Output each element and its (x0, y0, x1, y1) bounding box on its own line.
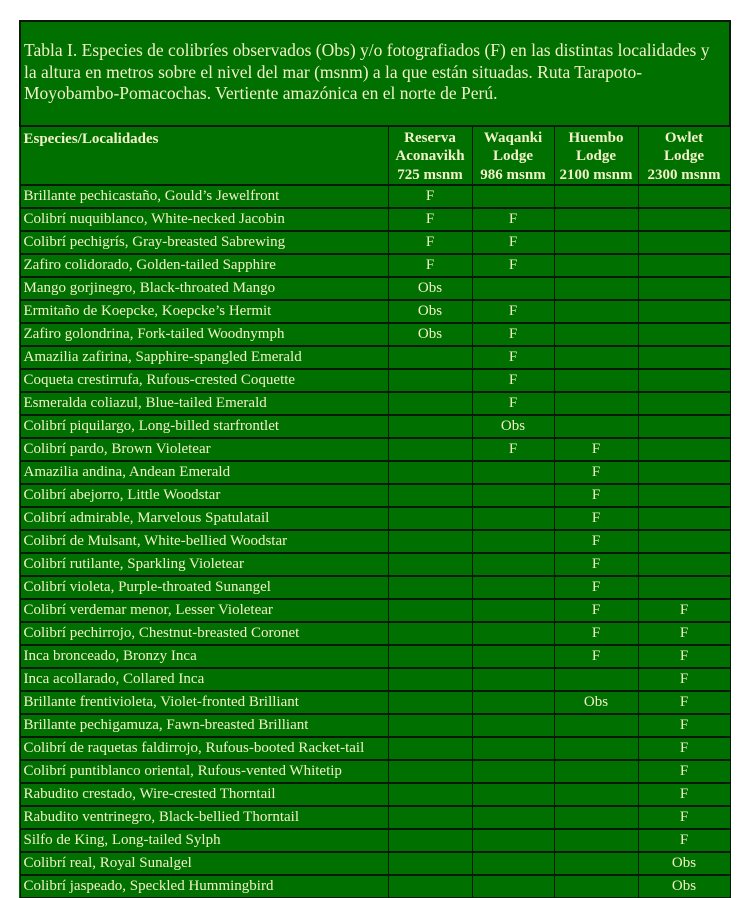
observation-cell (472, 553, 554, 576)
observation-cell (388, 369, 472, 392)
observation-cell (638, 254, 730, 277)
observation-cell (638, 553, 730, 576)
observation-cell: F (554, 484, 638, 507)
observation-cell (388, 668, 472, 691)
observation-cell (388, 392, 472, 415)
observation-cell (554, 875, 638, 898)
observation-cell: F (638, 714, 730, 737)
species-cell: Colibrí de raquetas faldirrojo, Rufous-booted Racket-tail (20, 737, 388, 760)
table-row (20, 231, 730, 254)
observation-cell (554, 277, 638, 300)
header-location-owlet-lodge (638, 126, 730, 186)
table-row (20, 760, 730, 783)
species-cell: Colibrí pardo, Brown Violetear (20, 438, 388, 461)
table-row (20, 691, 730, 714)
table-row (20, 622, 730, 645)
species-cell: Colibrí real, Royal Sunalgel (20, 852, 388, 875)
observation-cell (638, 438, 730, 461)
table-row (20, 553, 730, 576)
species-cell: Colibrí nuquiblanco, White-necked Jacobin (20, 208, 388, 231)
observation-cell (472, 461, 554, 484)
table-row (20, 438, 730, 461)
observation-cell (554, 323, 638, 346)
observation-cell (472, 737, 554, 760)
observation-cell: F (554, 622, 638, 645)
species-cell: Zafiro colidorado, Golden-tailed Sapphire (20, 254, 388, 277)
observation-cell: F (472, 254, 554, 277)
observation-cell: F (472, 300, 554, 323)
header-location-huembo-lodge (554, 126, 638, 186)
location-name-line2: Lodge (575, 148, 616, 164)
observation-cell (472, 852, 554, 875)
species-cell: Colibrí abejorro, Little Woodstar (20, 484, 388, 507)
observation-cell: F (638, 622, 730, 645)
species-cell: Zafiro golondrina, Fork-tailed Woodnymph (20, 323, 388, 346)
species-cell: Colibrí piquilargo, Long-billed starfrontlet (20, 415, 388, 438)
observation-cell (388, 415, 472, 438)
caption-row (20, 21, 730, 126)
observation-cell: F (472, 392, 554, 415)
observation-cell (638, 346, 730, 369)
observation-cell: F (554, 599, 638, 622)
observation-cell (638, 415, 730, 438)
observation-cell (388, 576, 472, 599)
observation-cell: F (554, 576, 638, 599)
observation-cell: F (554, 507, 638, 530)
species-cell: Rabudito crestado, Wire-crested Thorntail (20, 783, 388, 806)
observation-cell (472, 277, 554, 300)
observation-cell (472, 829, 554, 852)
table-row (20, 668, 730, 691)
observation-cell (638, 323, 730, 346)
observation-cell (554, 369, 638, 392)
observation-cell (388, 852, 472, 875)
observation-cell (472, 875, 554, 898)
observation-cell: F (472, 346, 554, 369)
table-row (20, 369, 730, 392)
species-cell: Brillante frentivioleta, Violet-fronted Brilliant (20, 691, 388, 714)
observation-cell (638, 300, 730, 323)
observation-cell: F (388, 254, 472, 277)
observation-cell (472, 714, 554, 737)
table-row (20, 875, 730, 898)
observation-cell: Obs (472, 415, 554, 438)
observation-cell: F (472, 438, 554, 461)
observation-cell: F (638, 599, 730, 622)
location-altitude: 2300 msnm (647, 166, 721, 183)
observation-cell (388, 875, 472, 898)
observation-cell (388, 622, 472, 645)
observation-cell (388, 438, 472, 461)
location-name-line2: Lodge (492, 148, 533, 164)
species-cell: Amazilia andina, Andean Emerald (20, 461, 388, 484)
observation-cell (554, 185, 638, 208)
table-row (20, 300, 730, 323)
hummingbird-species-table (19, 20, 731, 898)
location-name: Huembo (568, 129, 624, 146)
species-cell: Colibrí violeta, Purple-throated Sunangel (20, 576, 388, 599)
observation-cell: F (472, 208, 554, 231)
observation-cell: F (554, 553, 638, 576)
table-caption: Tabla I. Especies de colibríes observados (Obs) y/o fotografiados (F) en las distintas localidades y la altura en metros sobre el nivel del mar (msnm) a la que están situadas. Ruta Tarapoto-Moyobambo-Pomacochas. Vertiente amazónica en el norte de Perú. (20, 21, 730, 126)
observation-cell: F (554, 438, 638, 461)
table-row (20, 737, 730, 760)
table-row (20, 599, 730, 622)
observation-cell (388, 346, 472, 369)
observation-cell (554, 254, 638, 277)
observation-cell (388, 484, 472, 507)
observation-cell (472, 599, 554, 622)
species-cell: Colibrí pechirrojo, Chestnut-breasted Coronet (20, 622, 388, 645)
observation-cell: F (472, 231, 554, 254)
species-cell: Coqueta crestirrufa, Rufous-crested Coquette (20, 369, 388, 392)
observation-cell: F (638, 760, 730, 783)
table-row (20, 254, 730, 277)
observation-cell (554, 231, 638, 254)
table-row (20, 392, 730, 415)
location-altitude: 725 msnm (397, 166, 463, 183)
species-cell: Colibrí rutilante, Sparkling Violetear (20, 553, 388, 576)
observation-cell (554, 737, 638, 760)
observation-cell (472, 668, 554, 691)
observation-cell (638, 208, 730, 231)
species-cell: Inca bronceado, Bronzy Inca (20, 645, 388, 668)
species-cell: Silfo de King, Long-tailed Sylph (20, 829, 388, 852)
observation-cell (554, 806, 638, 829)
table-body (20, 185, 730, 898)
table-row (20, 783, 730, 806)
location-altitude: 2100 msnm (559, 166, 633, 183)
observation-cell (472, 530, 554, 553)
observation-cell (638, 392, 730, 415)
observation-cell (554, 783, 638, 806)
header-location-waqanki-lodge (472, 126, 554, 186)
observation-cell (638, 507, 730, 530)
observation-cell (388, 806, 472, 829)
observation-cell (638, 576, 730, 599)
species-cell: Colibrí jaspeado, Speckled Hummingbird (20, 875, 388, 898)
observation-cell: Obs (388, 300, 472, 323)
observation-cell (388, 507, 472, 530)
observation-cell (638, 231, 730, 254)
observation-cell (554, 415, 638, 438)
observation-cell (638, 369, 730, 392)
observation-cell (388, 599, 472, 622)
species-cell: Colibrí puntiblanco oriental, Rufous-vented Whitetip (20, 760, 388, 783)
table-row (20, 208, 730, 231)
table-row (20, 507, 730, 530)
observation-cell (554, 760, 638, 783)
location-name: Waqanki (483, 129, 543, 146)
observation-cell: Obs (638, 875, 730, 898)
header-species: Especies/Localidades (20, 126, 388, 186)
observation-cell (472, 576, 554, 599)
observation-cell: F (638, 806, 730, 829)
observation-cell: F (472, 369, 554, 392)
species-cell: Ermitaño de Koepcke, Koepcke’s Hermit (20, 300, 388, 323)
observation-cell (472, 645, 554, 668)
observation-cell (472, 691, 554, 714)
table-row (20, 714, 730, 737)
table-row (20, 530, 730, 553)
species-cell: Esmeralda coliazul, Blue-tailed Emerald (20, 392, 388, 415)
observation-cell: F (554, 530, 638, 553)
observation-cell: Obs (388, 323, 472, 346)
observation-cell: F (388, 231, 472, 254)
observation-cell: F (638, 737, 730, 760)
table-row (20, 185, 730, 208)
species-cell: Brillante pechigamuza, Fawn-breasted Brilliant (20, 714, 388, 737)
table-row (20, 346, 730, 369)
table-row (20, 277, 730, 300)
species-cell: Rabudito ventrinegro, Black-bellied Thorntail (20, 806, 388, 829)
observation-cell: Obs (388, 277, 472, 300)
location-name: Reserva (404, 129, 456, 146)
table-row (20, 484, 730, 507)
observation-cell (472, 484, 554, 507)
observation-cell (554, 852, 638, 875)
location-altitude: 986 msnm (480, 166, 546, 183)
observation-cell: Obs (638, 852, 730, 875)
species-cell: Colibrí pechigrís, Gray-breasted Sabrewing (20, 231, 388, 254)
observation-cell: F (638, 783, 730, 806)
species-cell: Colibrí verdemar menor, Lesser Violetear (20, 599, 388, 622)
observation-cell (554, 346, 638, 369)
observation-cell (388, 530, 472, 553)
table-row (20, 806, 730, 829)
observation-cell (472, 507, 554, 530)
observation-cell (554, 208, 638, 231)
observation-cell: F (638, 691, 730, 714)
observation-cell (388, 461, 472, 484)
table-row (20, 415, 730, 438)
header-row (20, 126, 730, 186)
observation-cell (638, 185, 730, 208)
observation-cell (554, 829, 638, 852)
table-row (20, 852, 730, 875)
location-name-line2: Lodge (663, 148, 704, 164)
observation-cell: F (388, 185, 472, 208)
location-name: Owlet (664, 129, 704, 146)
table-row (20, 576, 730, 599)
observation-cell: F (638, 645, 730, 668)
observation-cell (388, 829, 472, 852)
observation-cell: Obs (554, 691, 638, 714)
observation-cell (388, 691, 472, 714)
species-cell: Inca acollarado, Collared Inca (20, 668, 388, 691)
observation-cell (472, 185, 554, 208)
observation-cell: F (554, 461, 638, 484)
species-cell: Mango gorjinegro, Black-throated Mango (20, 277, 388, 300)
species-cell: Brillante pechicastaño, Gould’s Jewelfront (20, 185, 388, 208)
observation-cell (554, 668, 638, 691)
observation-cell: F (638, 668, 730, 691)
header-location-reserva-aconavikh (388, 126, 472, 186)
observation-cell (472, 806, 554, 829)
observation-cell (388, 714, 472, 737)
observation-cell (638, 461, 730, 484)
observation-cell (554, 714, 638, 737)
species-cell: Colibrí admirable, Marvelous Spatulatail (20, 507, 388, 530)
observation-cell (388, 783, 472, 806)
observation-cell (554, 392, 638, 415)
observation-cell (388, 553, 472, 576)
observation-cell (554, 300, 638, 323)
observation-cell (472, 760, 554, 783)
observation-cell (472, 622, 554, 645)
species-cell: Amazilia zafirina, Sapphire-spangled Emerald (20, 346, 388, 369)
observation-cell (388, 737, 472, 760)
observation-cell (472, 783, 554, 806)
observation-cell: F (388, 208, 472, 231)
observation-cell: F (472, 323, 554, 346)
observation-cell (638, 277, 730, 300)
observation-cell (638, 530, 730, 553)
table-row (20, 645, 730, 668)
table-row (20, 829, 730, 852)
observation-cell (638, 484, 730, 507)
species-cell: Colibrí de Mulsant, White-bellied Woodstar (20, 530, 388, 553)
observation-cell: F (638, 829, 730, 852)
location-name-line2: Aconavikh (395, 148, 465, 164)
table-row (20, 323, 730, 346)
table-row (20, 461, 730, 484)
table-container (19, 20, 729, 898)
observation-cell (388, 645, 472, 668)
observation-cell (388, 760, 472, 783)
observation-cell: F (554, 645, 638, 668)
